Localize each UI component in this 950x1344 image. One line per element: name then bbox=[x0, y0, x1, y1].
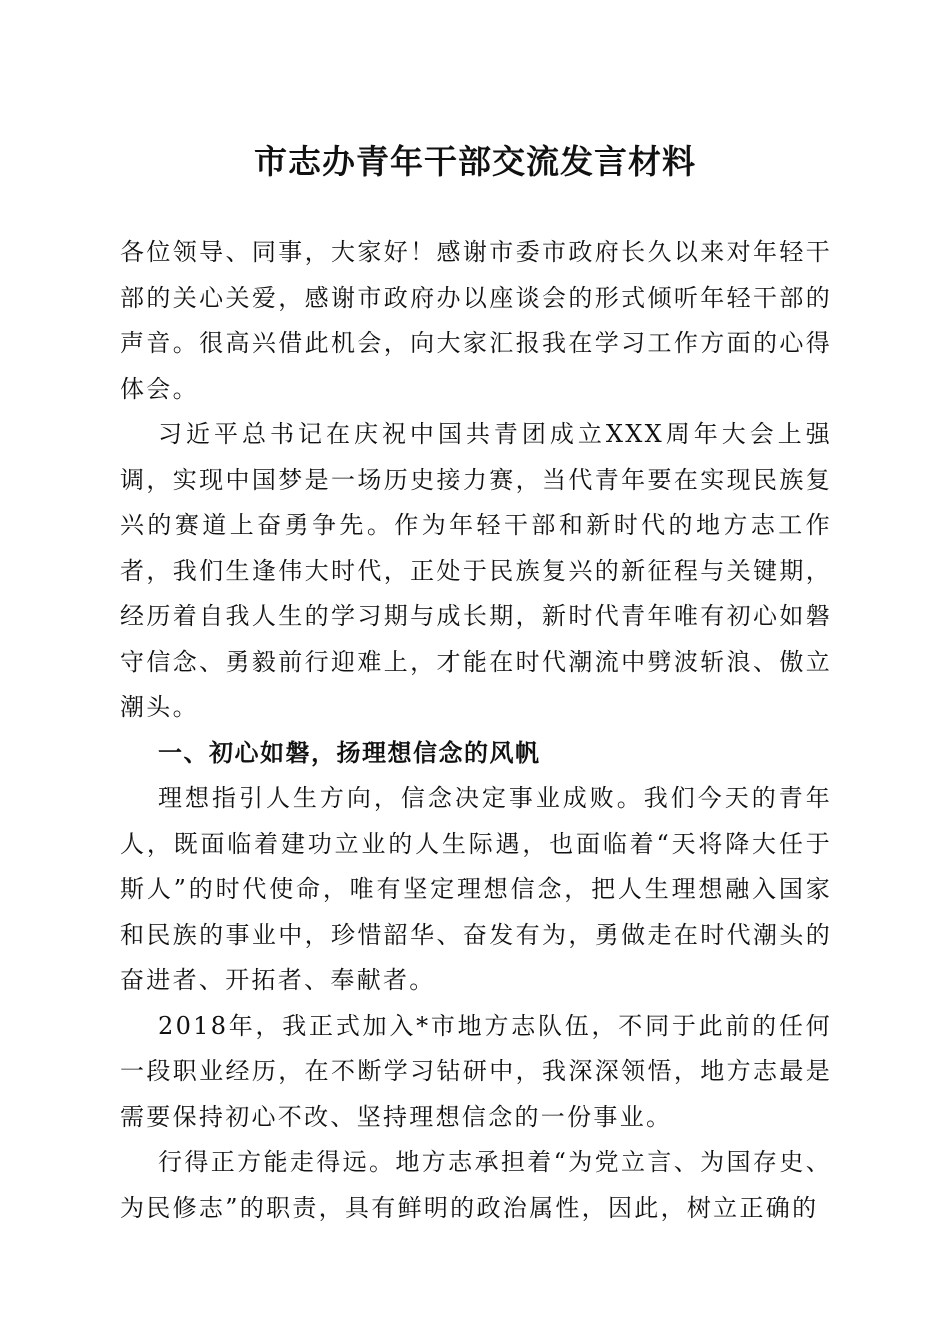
document-title: 市志办青年干部交流发言材料 bbox=[254, 142, 696, 181]
paragraph-walk-far: 行得正方能走得远。地方志承担着“为党立言、为国存史、为民修志”的职责，具有鲜明的政治属性，因此，树立正确的 bbox=[120, 1148, 832, 1222]
paragraph-ideals: 理想指引人生方向，信念决定事业成败。我们今天的青年人，既面临着建功立业的人生际遇，也面临着“天将降大任于斯人”的时代使命，唯有坚定理想信念，把人生理想融入国家和民族的事业中，珍惜韶华、奋发有为，勇做走在时代潮头的奋进者、开拓者、奉献者。 bbox=[120, 784, 832, 994]
document-body bbox=[120, 230, 832, 1231]
paragraph-2018: 2018年，我正式加入*市地方志队伍，不同于此前的任何一段职业经历，在不断学习钻研中，我深深领悟，地方志最是需要保持初心不改、坚持理想信念的一份事业。 bbox=[120, 1011, 832, 1131]
paragraph-greeting: 各位领导、同事，大家好！感谢市委市政府长久以来对年轻干部的关心关爱，感谢市政府办以座谈会的形式倾听年轻干部的声音。很高兴借此机会，向大家汇报我在学习工作方面的心得体会。 bbox=[120, 238, 832, 403]
section-heading-1: 一、初心如磐，扬理想信念的风帆 bbox=[158, 738, 541, 767]
paragraph-intro: 习近平总书记在庆祝中国共青团成立XXX周年大会上强调，实现中国梦是一场历史接力赛，当代青年要在实现民族复兴的赛道上奋勇争先。作为年轻干部和新时代的地方志工作者，我们生逢伟大时代，正处于民族复兴的新征程与关键期，经历着自我人生的学习期与成长期，新时代青年唯有初心如磐守信念、勇毅前行迎难上，才能在时代潮流中劈波斩浪、傲立潮头。 bbox=[120, 420, 832, 721]
